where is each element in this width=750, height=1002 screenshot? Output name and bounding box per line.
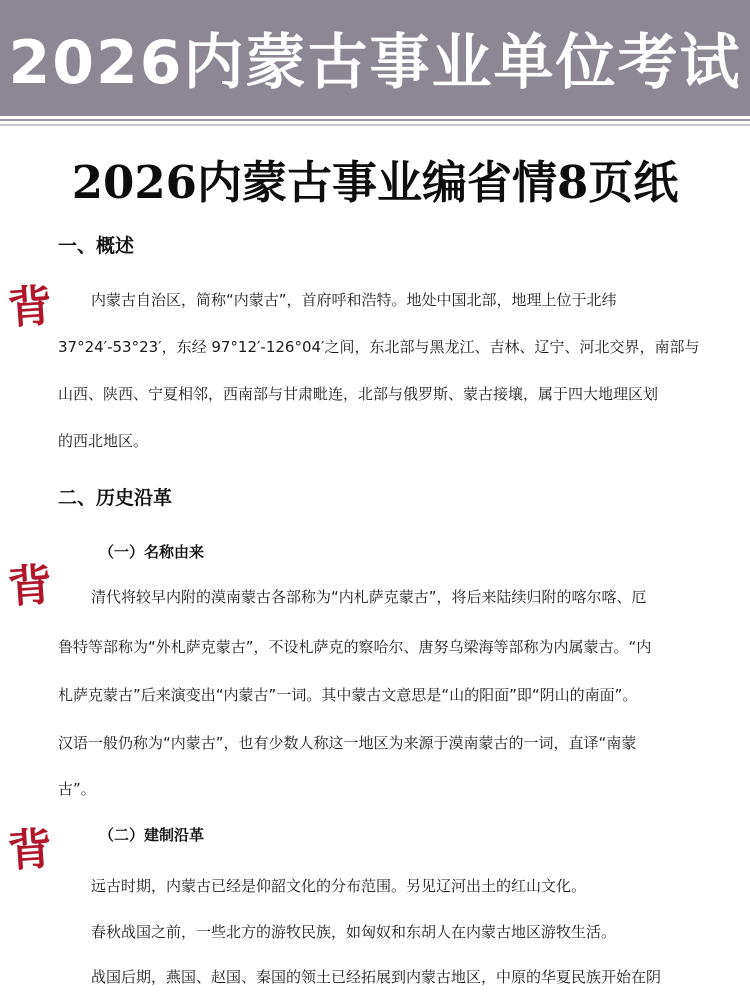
paragraph-line: 山西、陕西、宁夏相邻，西南部与甘肃毗连，北部与俄罗斯、蒙古接壤，属于四大地理区划 [58, 385, 659, 403]
stamp-mark: 背 [6, 280, 54, 335]
subsection-heading-name-origin: （一）名称由来 [99, 543, 205, 561]
paragraph-line: 清代将较早内附的漠南蒙古各部称为“内札萨克蒙古”，将后来陆续归附的喀尔喀、厄 [91, 588, 647, 606]
subsection-heading-administration: （二）建制沿革 [99, 826, 205, 844]
paragraph-line: 战国后期，燕国、赵国、秦国的领土已经拓展到内蒙古地区，中原的华夏民族开始在阴 [91, 968, 662, 986]
divider [0, 124, 750, 126]
paragraph-line: 古”。 [58, 780, 96, 798]
stamp-mark: 背 [6, 559, 54, 614]
paragraph-line: 春秋战国之前，一些北方的游牧民族，如匈奴和东胡人在内蒙古地区游牧生活。 [91, 923, 617, 941]
paragraph-line: 远古时期，内蒙古已经是仰韶文化的分布范围。另见辽河出土的红山文化。 [91, 877, 587, 895]
stamp-mark: 背 [6, 823, 54, 878]
document-title: 2026内蒙古事业编省情8页纸 [71, 156, 679, 209]
paragraph-line: 37°24′-53°23′，东经 97°12′-126°04′之间，东北部与黑龙江、吉林、辽宁、河北交界，南部与 [58, 338, 700, 356]
divider [0, 119, 750, 121]
paragraph-line: 汉语一般仍称为“内蒙古”，也有少数人称这一地区为来源于漠南蒙古的一词，直译“南蒙 [58, 734, 637, 752]
header-banner [0, 0, 750, 116]
paragraph-line: 内蒙古自治区，简称“内蒙古”，首府呼和浩特。地处中国北部，地理上位于北纬 [91, 291, 617, 309]
paragraph-line: 的西北地区。 [58, 432, 149, 450]
section-heading-history: 二、历史沿革 [58, 487, 173, 509]
paragraph-line: 鲁特等部称为“外札萨克蒙古”，不设札萨克的察哈尔、唐努乌梁海等部称为内属蒙古。“内 [58, 638, 652, 656]
section-heading-overview: 一、概述 [58, 235, 135, 257]
banner-title: 2026内蒙古事业单位考试 [8, 28, 742, 98]
paragraph-line: 札萨克蒙古”后来演变出“内蒙古”一词。其中蒙古文意思是“山的阳面”即“阴山的南面”。 [58, 686, 638, 704]
